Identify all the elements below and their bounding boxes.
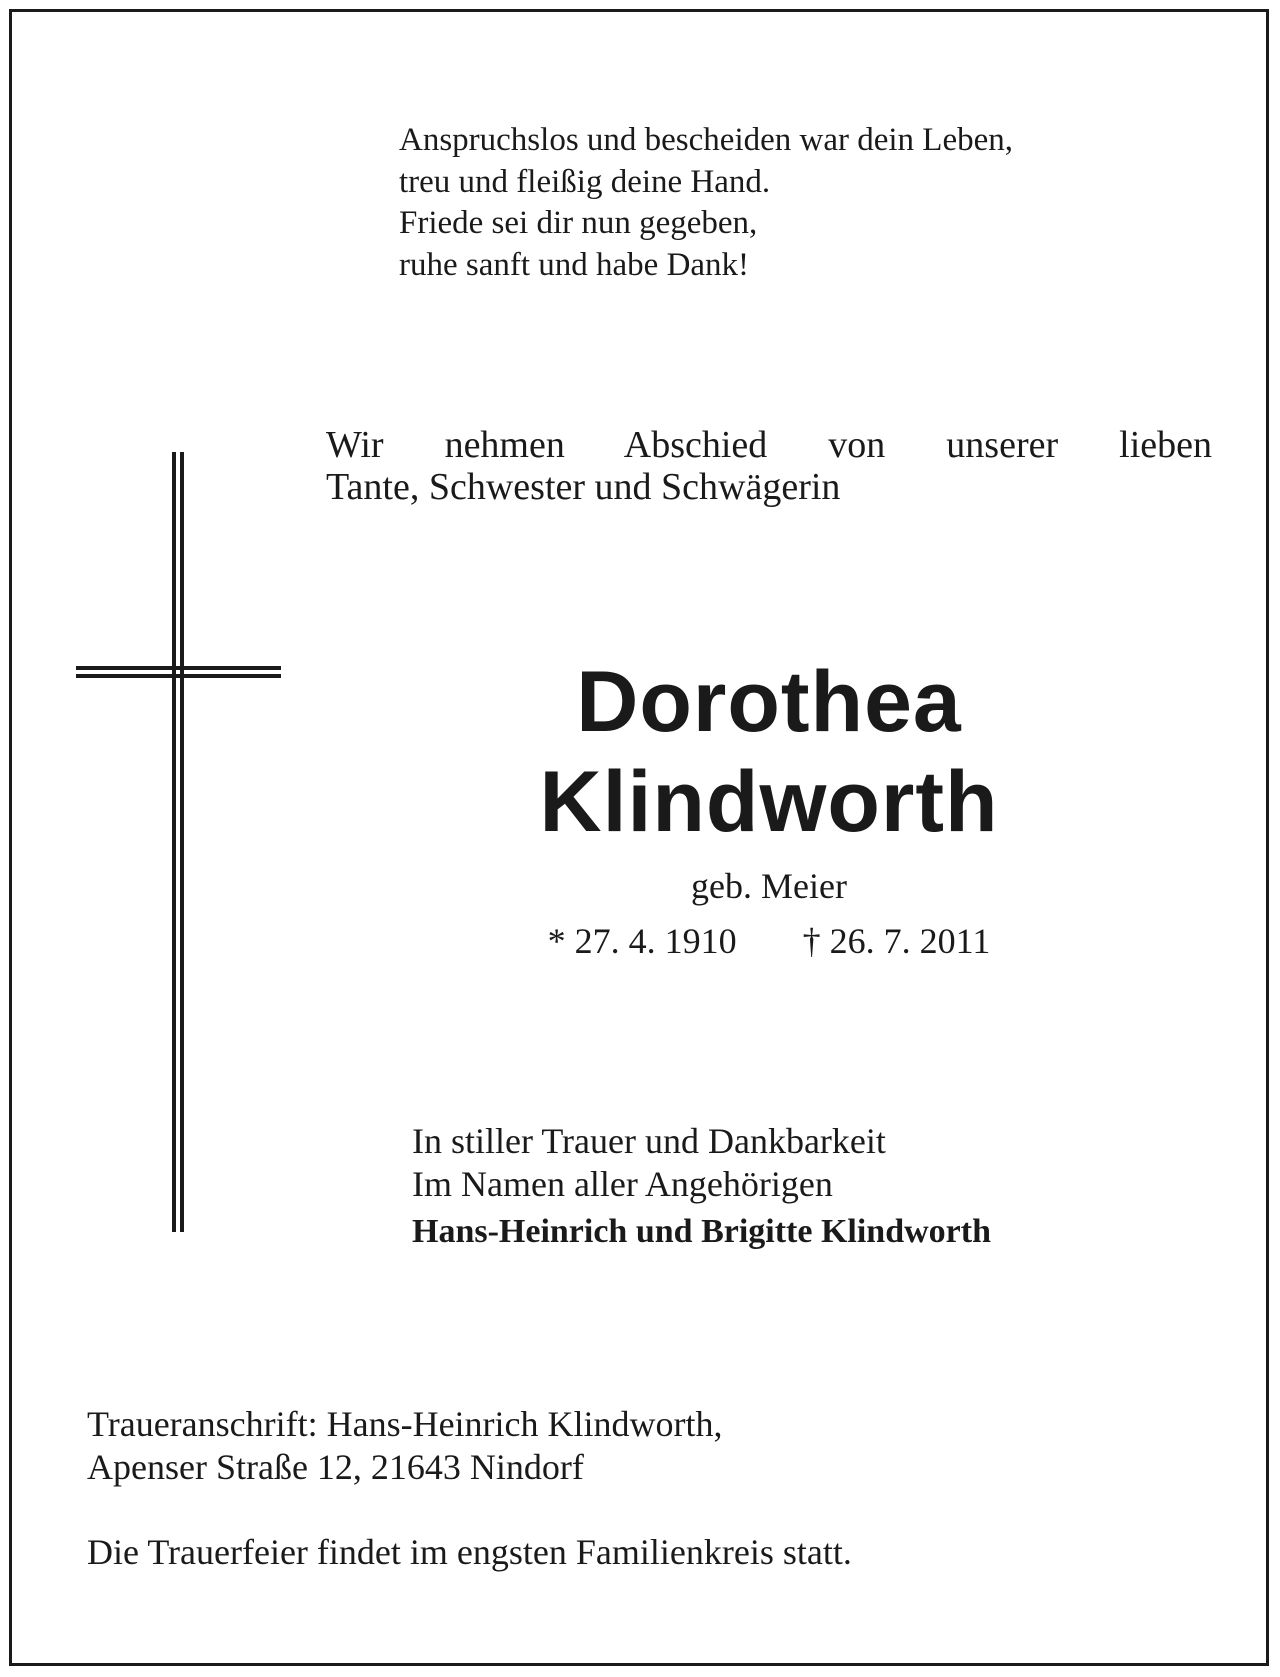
deceased-first-name: Dorothea [576, 654, 962, 750]
verse [399, 120, 1219, 286]
verse-line: ruhe sanft und habe Dank! [399, 246, 750, 283]
farewell-line: Wir nehmen Abschied von unserer lieben [326, 424, 1212, 466]
verse-line: treu und fleißig deine Hand. [399, 163, 771, 200]
life-dates [326, 916, 1212, 966]
mourning-text [412, 1120, 1232, 1253]
signers: Hans-Heinrich und Brigitte Klindworth [412, 1213, 991, 1250]
deceased-block [326, 652, 1212, 966]
mourning-line: Im Namen aller Angehörigen [412, 1164, 833, 1204]
verse-line: Anspruchslos und bescheiden war dein Leben, [399, 122, 1013, 158]
deceased-last-name: Klindworth [539, 754, 999, 850]
address-line: Traueranschrift: Hans-Heinrich Klindworth, [87, 1404, 723, 1444]
address-line: Apenser Straße 12, 21643 Nindorf [87, 1447, 584, 1487]
ceremony-note: Die Trauerfeier findet im engsten Familienkreis statt. [87, 1532, 852, 1572]
cross-icon [76, 452, 286, 1232]
mourning-line: In stiller Trauer und Dankbarkeit [412, 1121, 886, 1161]
verse-line: Friede sei dir nun gegeben, [399, 205, 758, 241]
farewell-text [326, 424, 1212, 508]
death-date: † 26. 7. 2011 [802, 921, 991, 961]
birth-date: * 27. 4. 1910 [547, 921, 737, 961]
obituary-notice [9, 9, 1269, 1666]
mourning-address [87, 1403, 1207, 1489]
farewell-line: Tante, Schwester und Schwägerin [326, 466, 841, 508]
birth-name: geb. Meier [691, 866, 847, 906]
